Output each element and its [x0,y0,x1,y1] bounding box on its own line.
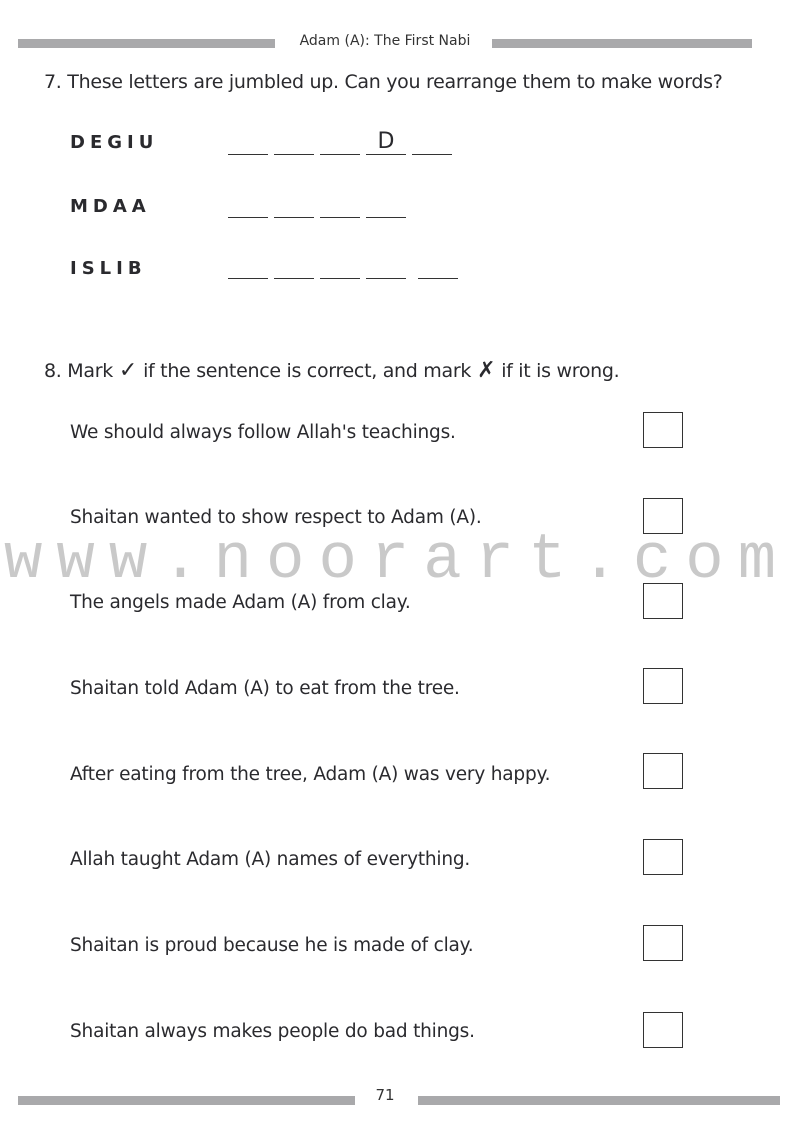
cross-mark-icon: ✗ [477,358,496,383]
answer-checkbox[interactable] [643,839,683,875]
watermark: www.noorart.com [4,525,791,597]
footer-bar-right [418,1096,780,1105]
letter-blank[interactable] [228,256,268,279]
prompt-text: if the sentence is correct, and mark [143,360,472,382]
answer-checkbox[interactable] [643,925,683,961]
letter-blank[interactable] [320,195,360,218]
letter-blank[interactable]: D [366,132,406,155]
header-bar-right [492,39,752,48]
letter-blank[interactable] [274,256,314,279]
check-mark-icon: ✓ [118,358,138,383]
statement: Shaitan is proud because he is made of clay. [70,935,474,956]
letter-blank[interactable] [274,195,314,218]
letter-blank[interactable] [274,132,314,155]
letter-blank[interactable] [366,195,406,218]
page-number: 71 [375,1086,395,1104]
letter-blank[interactable] [320,132,360,155]
jumbled-word: DEGIU [70,132,159,153]
answer-checkbox[interactable] [643,583,683,619]
question-8-prompt [44,358,619,383]
statement: After eating from the tree, Adam (A) was very happy. [70,764,551,785]
statement: The angels made Adam (A) from clay. [70,592,411,613]
question-7-prompt: 7. These letters are jumbled up. Can you rearrange them to make words? [44,71,723,93]
statement: Shaitan told Adam (A) to eat from the tree. [70,678,460,699]
letter-blank[interactable] [228,132,268,155]
prompt-text: 8. Mark [44,360,113,382]
statement: We should always follow Allah's teachings. [70,422,456,443]
jumbled-word: MDAA [70,196,151,217]
answer-checkbox[interactable] [643,668,683,704]
jumbled-word: ISLIB [70,258,147,279]
letter-blank[interactable] [412,132,452,155]
answer-checkbox[interactable] [643,1012,683,1048]
statement: Shaitan wanted to show respect to Adam (A). [70,507,482,528]
answer-checkbox[interactable] [643,498,683,534]
statement: Shaitan always makes people do bad things. [70,1021,475,1042]
answer-blanks[interactable] [228,256,458,279]
answer-checkbox[interactable] [643,753,683,789]
answer-blanks[interactable] [228,195,406,218]
letter-blank[interactable] [418,256,458,279]
letter-blank[interactable] [366,256,406,279]
page-header-title: Adam (A): The First Nabi [299,33,471,49]
letter-blank[interactable] [320,256,360,279]
statement: Allah taught Adam (A) names of everything. [70,849,471,870]
answer-blanks[interactable] [228,129,452,155]
header-bar-left [18,39,275,48]
answer-checkbox[interactable] [643,412,683,448]
letter-blank[interactable] [228,195,268,218]
prompt-text: if it is wrong. [501,360,620,382]
footer-bar-left [18,1096,355,1105]
